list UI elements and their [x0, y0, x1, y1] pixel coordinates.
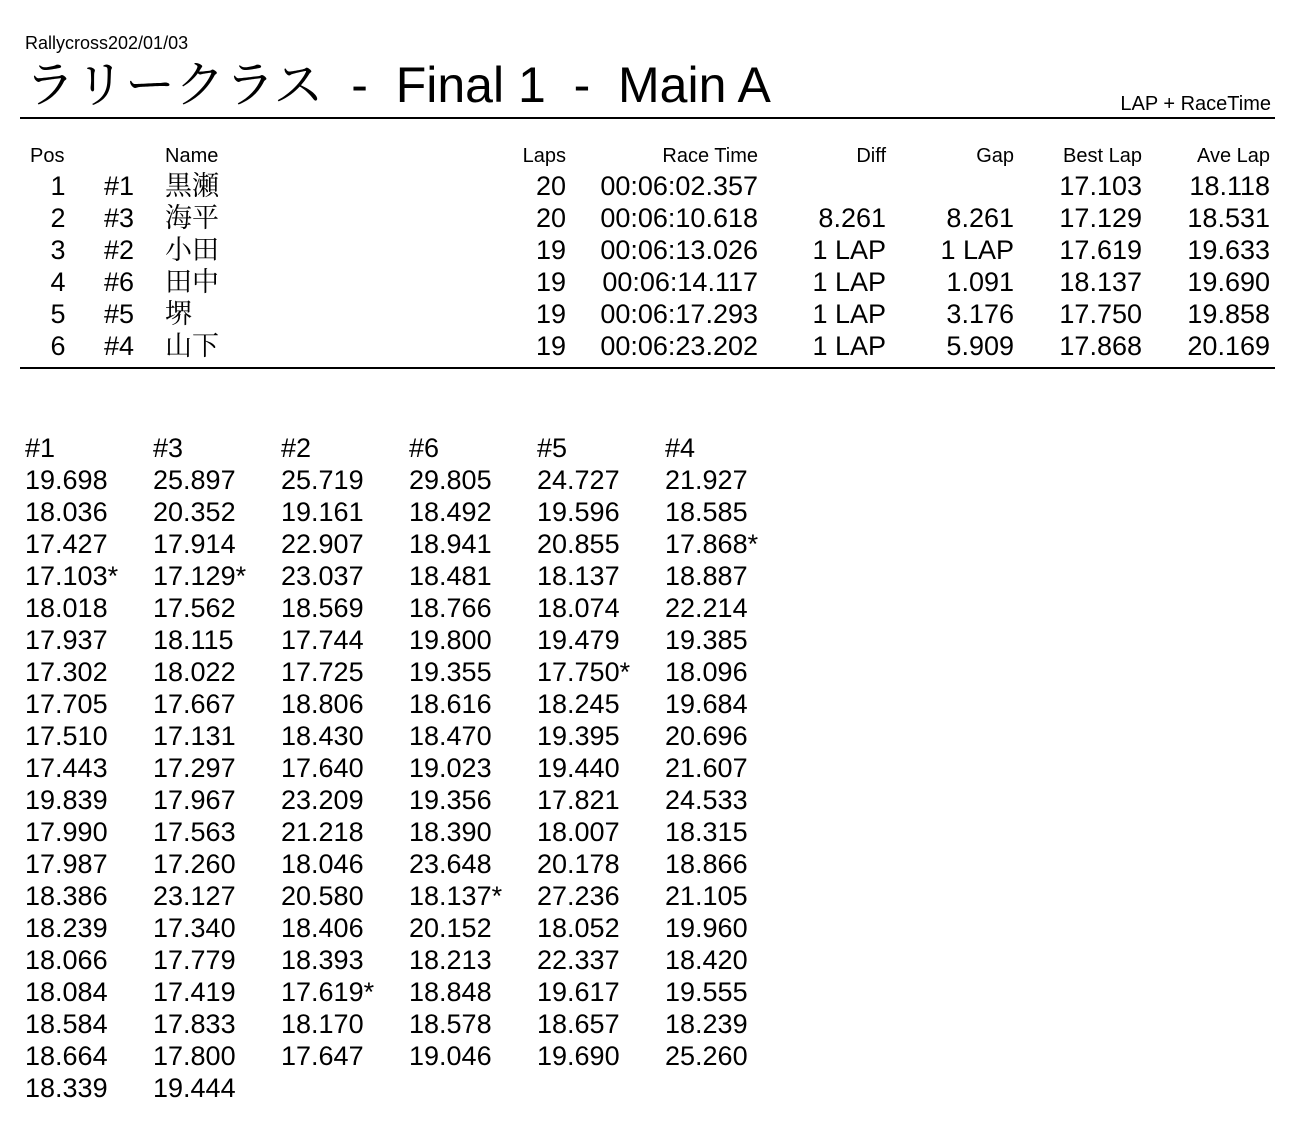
- lap-time: 17.744: [281, 625, 364, 655]
- lap-time: 19.596: [537, 497, 620, 527]
- lap-time: 18.239: [25, 913, 108, 943]
- result-driver-name: 小田: [165, 235, 219, 265]
- result-car-number: #5: [104, 299, 135, 329]
- lap-column: [25, 432, 153, 1104]
- result-pos: 6: [50, 331, 66, 361]
- result-best-lap: 17.868: [1059, 331, 1142, 361]
- lap-time: 17.562: [153, 593, 236, 623]
- lap-time: 18.584: [25, 1009, 108, 1039]
- lap-time: 18.046: [281, 849, 364, 879]
- lap-time: 18.866: [665, 849, 748, 879]
- lap-time: 19.839: [25, 785, 108, 815]
- lap-time: 25.719: [281, 465, 364, 495]
- lap-time: 29.805: [409, 465, 492, 495]
- lap-column-car-number: #2: [281, 433, 312, 463]
- result-laps: 20: [535, 203, 566, 233]
- lap-time: 18.066: [25, 945, 108, 975]
- lap-time: 18.941: [409, 529, 492, 559]
- lap-time: 21.927: [665, 465, 748, 495]
- col-header-pos: Pos: [30, 145, 65, 167]
- scoring-mode: LAP + RaceTime: [1120, 93, 1271, 115]
- lap-time: 27.236: [537, 881, 620, 911]
- col-header-name: Name: [165, 145, 219, 167]
- lap-column-car-number: #4: [665, 433, 696, 463]
- result-car-number: #3: [104, 203, 135, 233]
- lap-time: 17.129*: [153, 561, 247, 591]
- lap-time: 18.616: [409, 689, 492, 719]
- lap-column: [665, 432, 793, 1072]
- lap-time: 17.340: [153, 913, 236, 943]
- col-header-bestlap: Best Lap: [1063, 145, 1142, 167]
- lap-time: 17.103*: [25, 561, 119, 591]
- result-gap: 1 LAP: [940, 235, 1014, 265]
- result-pos: 2: [50, 203, 66, 233]
- lap-time: 18.390: [409, 817, 492, 847]
- lap-time: 19.555: [665, 977, 748, 1007]
- result-driver-name: 黒瀬: [165, 171, 219, 201]
- lap-time: 18.245: [537, 689, 620, 719]
- result-pos: 1: [50, 171, 66, 201]
- lap-time: 17.937: [25, 625, 108, 655]
- lap-column-car-number: #5: [537, 433, 568, 463]
- lap-time: 20.696: [665, 721, 748, 751]
- lap-time: 20.178: [537, 849, 620, 879]
- lap-time: 17.640: [281, 753, 364, 783]
- col-header-diff: Diff: [856, 145, 886, 167]
- lap-time: 24.727: [537, 465, 620, 495]
- lap-time: 22.214: [665, 593, 748, 623]
- lap-time: 18.470: [409, 721, 492, 751]
- lap-time: 23.648: [409, 849, 492, 879]
- lap-column: [281, 432, 409, 1072]
- lap-time: 17.705: [25, 689, 108, 719]
- lap-time: 21.607: [665, 753, 748, 783]
- lap-time: 18.137: [537, 561, 620, 591]
- lap-time: 18.096: [665, 657, 748, 687]
- table-row: [0, 266, 1299, 298]
- result-gap: 5.909: [946, 331, 1014, 361]
- lap-time: 18.007: [537, 817, 620, 847]
- lap-time: 18.315: [665, 817, 748, 847]
- col-header-avelap: Ave Lap: [1196, 145, 1270, 167]
- lap-time: 18.585: [665, 497, 748, 527]
- lap-time: 19.385: [665, 625, 748, 655]
- result-best-lap: 18.137: [1059, 267, 1142, 297]
- result-car-number: #1: [104, 171, 135, 201]
- lap-time: 17.800: [153, 1041, 236, 1071]
- result-laps: 19: [535, 235, 566, 265]
- lap-time: 22.337: [537, 945, 620, 975]
- lap-time: 18.074: [537, 593, 620, 623]
- lap-time: 18.887: [665, 561, 748, 591]
- lap-time: 17.725: [281, 657, 364, 687]
- table-row: [0, 202, 1299, 234]
- lap-time: 20.855: [537, 529, 620, 559]
- result-best-lap: 17.750: [1059, 299, 1142, 329]
- lap-time: 17.427: [25, 529, 108, 559]
- table-row: [0, 298, 1299, 330]
- lap-time: 19.617: [537, 977, 620, 1007]
- lap-time: 18.115: [153, 625, 234, 655]
- lap-time: 18.137*: [409, 881, 503, 911]
- lap-time: 17.131: [153, 721, 236, 751]
- lap-time: 17.779: [153, 945, 236, 975]
- lap-time: 19.444: [153, 1073, 236, 1103]
- lap-time: 25.897: [153, 465, 236, 495]
- result-race-time: 00:06:13.026: [600, 235, 758, 265]
- result-pos: 4: [50, 267, 66, 297]
- lap-column: [153, 432, 281, 1104]
- result-gap: 1.091: [946, 267, 1014, 297]
- lap-time: 17.443: [25, 753, 108, 783]
- lap-column: [537, 432, 665, 1072]
- result-ave-lap: 19.633: [1187, 235, 1270, 265]
- lap-time: 17.619*: [281, 977, 375, 1007]
- lap-time: 19.023: [409, 753, 492, 783]
- lap-time: 17.667: [153, 689, 236, 719]
- top-divider: [20, 117, 1275, 119]
- bottom-divider: [20, 367, 1275, 369]
- col-header-laps: Laps: [522, 145, 566, 167]
- result-car-number: #2: [104, 235, 135, 265]
- lap-time: 25.260: [665, 1041, 748, 1071]
- lap-time: 19.356: [409, 785, 492, 815]
- result-car-number: #6: [104, 267, 135, 297]
- lap-column-car-number: #1: [25, 433, 56, 463]
- results-body: [0, 170, 1299, 362]
- lap-time: 21.105: [665, 881, 748, 911]
- result-race-time: 00:06:17.293: [600, 299, 758, 329]
- result-laps: 19: [535, 331, 566, 361]
- lap-time: 18.806: [281, 689, 364, 719]
- result-best-lap: 17.129: [1059, 203, 1142, 233]
- result-diff: 1 LAP: [812, 235, 886, 265]
- lap-time: 18.420: [665, 945, 748, 975]
- lap-time: 18.084: [25, 977, 108, 1007]
- lap-time: 18.036: [25, 497, 108, 527]
- result-diff: 1 LAP: [812, 267, 886, 297]
- lap-time: 17.987: [25, 849, 108, 879]
- lap-time: 17.967: [153, 785, 236, 815]
- lap-time: 17.821: [537, 785, 620, 815]
- result-driver-name: 海平: [165, 203, 219, 233]
- lap-time: 23.127: [153, 881, 236, 911]
- result-race-time: 00:06:23.202: [600, 331, 758, 361]
- lap-time: 23.037: [281, 561, 364, 591]
- lap-time: 19.355: [409, 657, 492, 687]
- result-diff: 1 LAP: [812, 331, 886, 361]
- lap-column: [409, 432, 537, 1072]
- lap-time: 20.580: [281, 881, 364, 911]
- lap-time: 18.492: [409, 497, 492, 527]
- result-ave-lap: 18.118: [1189, 171, 1270, 201]
- result-diff: 1 LAP: [812, 299, 886, 329]
- result-gap: 8.261: [946, 203, 1014, 233]
- results-table: [0, 142, 1299, 362]
- lap-column-car-number: #6: [409, 433, 440, 463]
- lap-time: 18.578: [409, 1009, 492, 1039]
- result-ave-lap: 20.169: [1187, 331, 1270, 361]
- lap-time: 18.018: [25, 593, 108, 623]
- lap-time: 19.161: [281, 497, 364, 527]
- result-driver-name: 田中: [165, 267, 219, 297]
- lap-time: 17.563: [153, 817, 236, 847]
- lap-time: 17.833: [153, 1009, 236, 1039]
- page-title: ラリークラス - Final 1 - Main A: [25, 57, 771, 113]
- lap-time: 17.914: [153, 529, 236, 559]
- result-laps: 19: [535, 267, 566, 297]
- table-row: [0, 234, 1299, 266]
- lap-time: 17.990: [25, 817, 108, 847]
- result-laps: 20: [535, 171, 566, 201]
- lap-time: 19.046: [409, 1041, 492, 1071]
- result-pos: 3: [50, 235, 66, 265]
- lap-time: 19.684: [665, 689, 748, 719]
- lap-time: 20.352: [153, 497, 236, 527]
- result-driver-name: 堺: [165, 299, 192, 329]
- result-ave-lap: 18.531: [1187, 203, 1270, 233]
- lap-time: 20.152: [409, 913, 492, 943]
- lap-time: 18.406: [281, 913, 364, 943]
- result-best-lap: 17.619: [1059, 235, 1142, 265]
- lap-time: 22.907: [281, 529, 364, 559]
- table-row: [0, 330, 1299, 362]
- result-ave-lap: 19.858: [1187, 299, 1270, 329]
- result-race-time: 00:06:10.618: [600, 203, 758, 233]
- lap-time: 19.479: [537, 625, 620, 655]
- result-best-lap: 17.103: [1059, 171, 1142, 201]
- result-car-number: #4: [104, 331, 135, 361]
- lap-time: 17.260: [153, 849, 236, 879]
- col-header-gap: Gap: [976, 145, 1014, 167]
- lap-time: 18.766: [409, 593, 492, 623]
- lap-time: 18.386: [25, 881, 108, 911]
- lap-time: 18.481: [409, 561, 492, 591]
- result-race-time: 00:06:14.117: [602, 267, 758, 297]
- lap-time: 19.800: [409, 625, 492, 655]
- lap-time: 18.239: [665, 1009, 748, 1039]
- lap-time: 18.569: [281, 593, 364, 623]
- lap-time: 18.022: [153, 657, 236, 687]
- result-ave-lap: 19.690: [1187, 267, 1270, 297]
- lap-time: 18.170: [281, 1009, 364, 1039]
- lap-time: 18.657: [537, 1009, 620, 1039]
- lap-time: 24.533: [665, 785, 748, 815]
- lap-time: 19.690: [537, 1041, 620, 1071]
- lap-column-car-number: #3: [153, 433, 184, 463]
- lap-time: 18.052: [537, 913, 620, 943]
- result-gap: 3.176: [946, 299, 1014, 329]
- lap-time: 17.647: [281, 1041, 364, 1071]
- lap-time: 19.698: [25, 465, 108, 495]
- lap-time: 18.664: [25, 1041, 108, 1071]
- event-name: Rallycross202/01/03: [25, 33, 189, 53]
- result-race-time: 00:06:02.357: [600, 171, 758, 201]
- result-diff: 8.261: [818, 203, 886, 233]
- lap-time: 17.868*: [665, 529, 759, 559]
- lap-time: 17.302: [25, 657, 108, 687]
- lap-time: 18.430: [281, 721, 364, 751]
- lap-time: 23.209: [281, 785, 364, 815]
- result-pos: 5: [50, 299, 66, 329]
- lap-time: 17.510: [25, 721, 108, 751]
- lap-time: 18.393: [281, 945, 364, 975]
- lap-time: 17.419: [153, 977, 236, 1007]
- table-row: [0, 170, 1299, 202]
- results-header-row: [0, 142, 1299, 170]
- lap-time: 18.213: [409, 945, 492, 975]
- lap-time: 19.395: [537, 721, 620, 751]
- lap-time: 17.297: [153, 753, 236, 783]
- lap-time: 18.339: [25, 1073, 108, 1103]
- lap-time: 18.848: [409, 977, 492, 1007]
- result-driver-name: 山下: [165, 331, 219, 361]
- col-header-racetime: Race Time: [662, 145, 758, 167]
- lap-time: 17.750*: [537, 657, 631, 687]
- result-laps: 19: [535, 299, 566, 329]
- lap-time: 21.218: [281, 817, 364, 847]
- lap-time: 19.960: [665, 913, 748, 943]
- lap-time: 19.440: [537, 753, 620, 783]
